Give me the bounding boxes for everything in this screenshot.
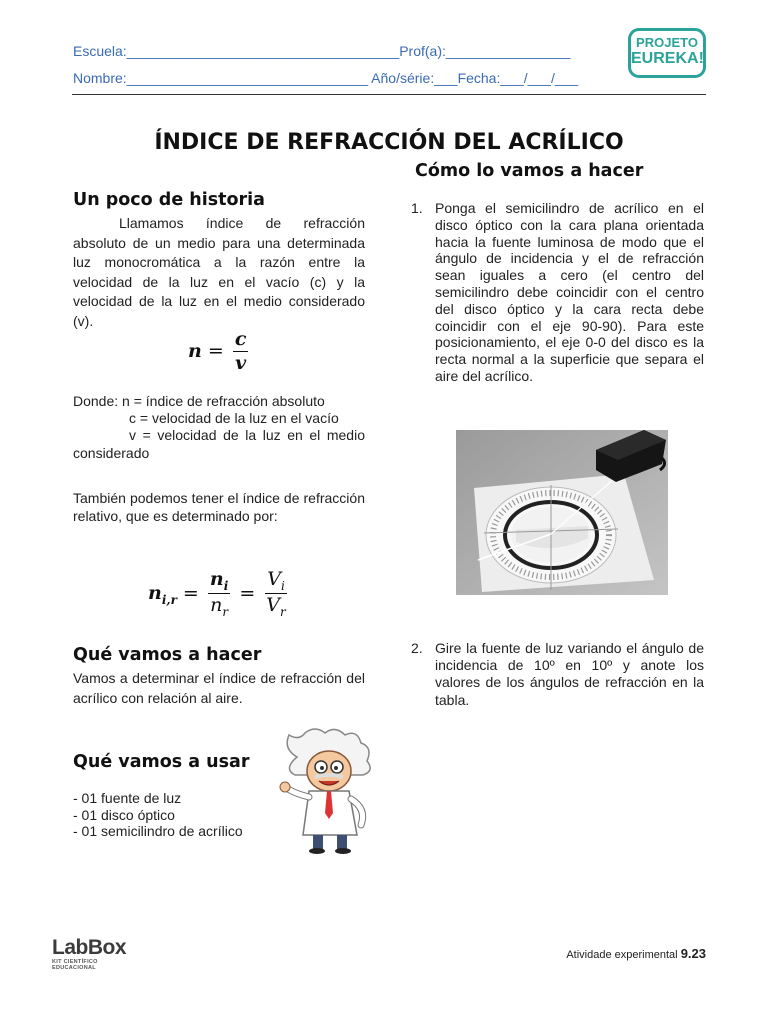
activity-label	[566, 946, 706, 961]
scientist-illustration	[275, 727, 385, 855]
list-item: - 01 semicilindro de acrílico	[73, 823, 243, 839]
labbox-logo	[52, 937, 126, 971]
labbox-sub-1: KIT CIENTÍFICO	[52, 959, 98, 965]
relativo-paragraph: También podemos tener el índice de refracción relativo, que es determinado por:	[73, 490, 365, 524]
como-heading: Cómo lo vamos a hacer	[415, 161, 644, 181]
formula2-den1: n	[210, 594, 223, 617]
donde-definition-2: c = velocidad de la luz en el vacío	[129, 410, 339, 426]
formula1-numerator: c	[234, 328, 247, 350]
activity-label-text: Atividade experimental	[566, 949, 678, 961]
activity-number: 9.23	[680, 946, 706, 961]
donde-definition-3: v = velocidad de la luz en el medio considerado	[73, 427, 365, 461]
hacer-heading: Qué vamos a hacer	[73, 645, 262, 665]
formula2-num1-sub: i	[223, 578, 229, 593]
list-item: - 01 fuente de luz	[73, 790, 182, 806]
projeto-eureka-logo	[628, 28, 706, 78]
formula-relative-index: $n_{i,r}$ = $\frac{n_i}{n_r}$ = $\frac{V_i}{V_r}$	[148, 568, 286, 620]
step-2	[411, 640, 704, 709]
formula2-den2-sub: r	[280, 605, 286, 620]
formula-absolute-index: n = $\frac{c}{v}$	[188, 328, 247, 374]
historia-heading: Un poco de historia	[73, 190, 265, 210]
step-2-text: Gire la fuente de luz variando el ángulo de incidencia de 10º en 10º y anote los valores de los ángulos de refracción en la tabla.	[435, 640, 704, 708]
formula2-lhs: n	[148, 582, 162, 605]
formula2-num2: V	[267, 568, 281, 590]
logo-line-2: EUREKA!	[631, 50, 704, 67]
labbox-brand: LabBox	[52, 936, 127, 959]
header-divider	[72, 94, 706, 95]
formula2-den2: V	[266, 594, 281, 617]
formula2-lhs-sub: i,r	[161, 593, 177, 608]
formula1-lhs: n	[188, 339, 202, 362]
list-item: - 01 disco óptico	[73, 806, 175, 823]
step-2-number: 2.	[411, 640, 423, 656]
labbox-sub-2: EDUCACIONAL	[52, 965, 96, 971]
optical-disk-photo	[456, 430, 668, 595]
formula2-den1-sub: r	[222, 605, 229, 620]
name-year-date-line: Nombre:_______________________________ Año/série:___Fecha:___/___/___	[73, 70, 579, 86]
hacer-paragraph: Vamos a determinar el índice de refracción del acrílico con relación al aire.	[73, 670, 365, 706]
page-title: ÍNDICE DE REFRACCIÓN DEL ACRÍLICO	[154, 130, 624, 155]
logo-line-1: PROJETO	[636, 35, 698, 50]
step-1-number: 1.	[411, 200, 423, 216]
formula1-denominator: v	[235, 351, 247, 374]
materials-list	[73, 790, 243, 840]
step-1	[411, 200, 704, 385]
donde-definition-1: Donde: n = índice de refracción absoluto	[73, 393, 325, 409]
school-prof-line: Escuela:___________________________________Prof(a):________________	[73, 43, 571, 59]
usar-heading: Qué vamos a usar	[73, 752, 250, 772]
formula2-num1: n	[209, 568, 224, 590]
step-1-text: Ponga el semicilindro de acrílico en el disco óptico con la cara plana orientada hacia la fuente luminosa de modo que el ángulo de incidencia y el de refracción sean iguales a cero (el centro del semicilindro debe coincidir con el centro del disco óptico y la cara recta debe coincidir con el eje 90-90). Para este posicionamiento, el eje 0-0 del disco es la recta normal a la superficie que separa el aire del acrílico.	[435, 200, 704, 384]
historia-paragraph: Llamamos índice de refracción absoluto de un medio para una determinada luz monocromática a la razón entre la velocidad de la luz en el vacío (c) y la velocidad de la luz en el medio considerado (v).	[73, 215, 365, 329]
formula2-num2-sub: i	[280, 578, 285, 593]
